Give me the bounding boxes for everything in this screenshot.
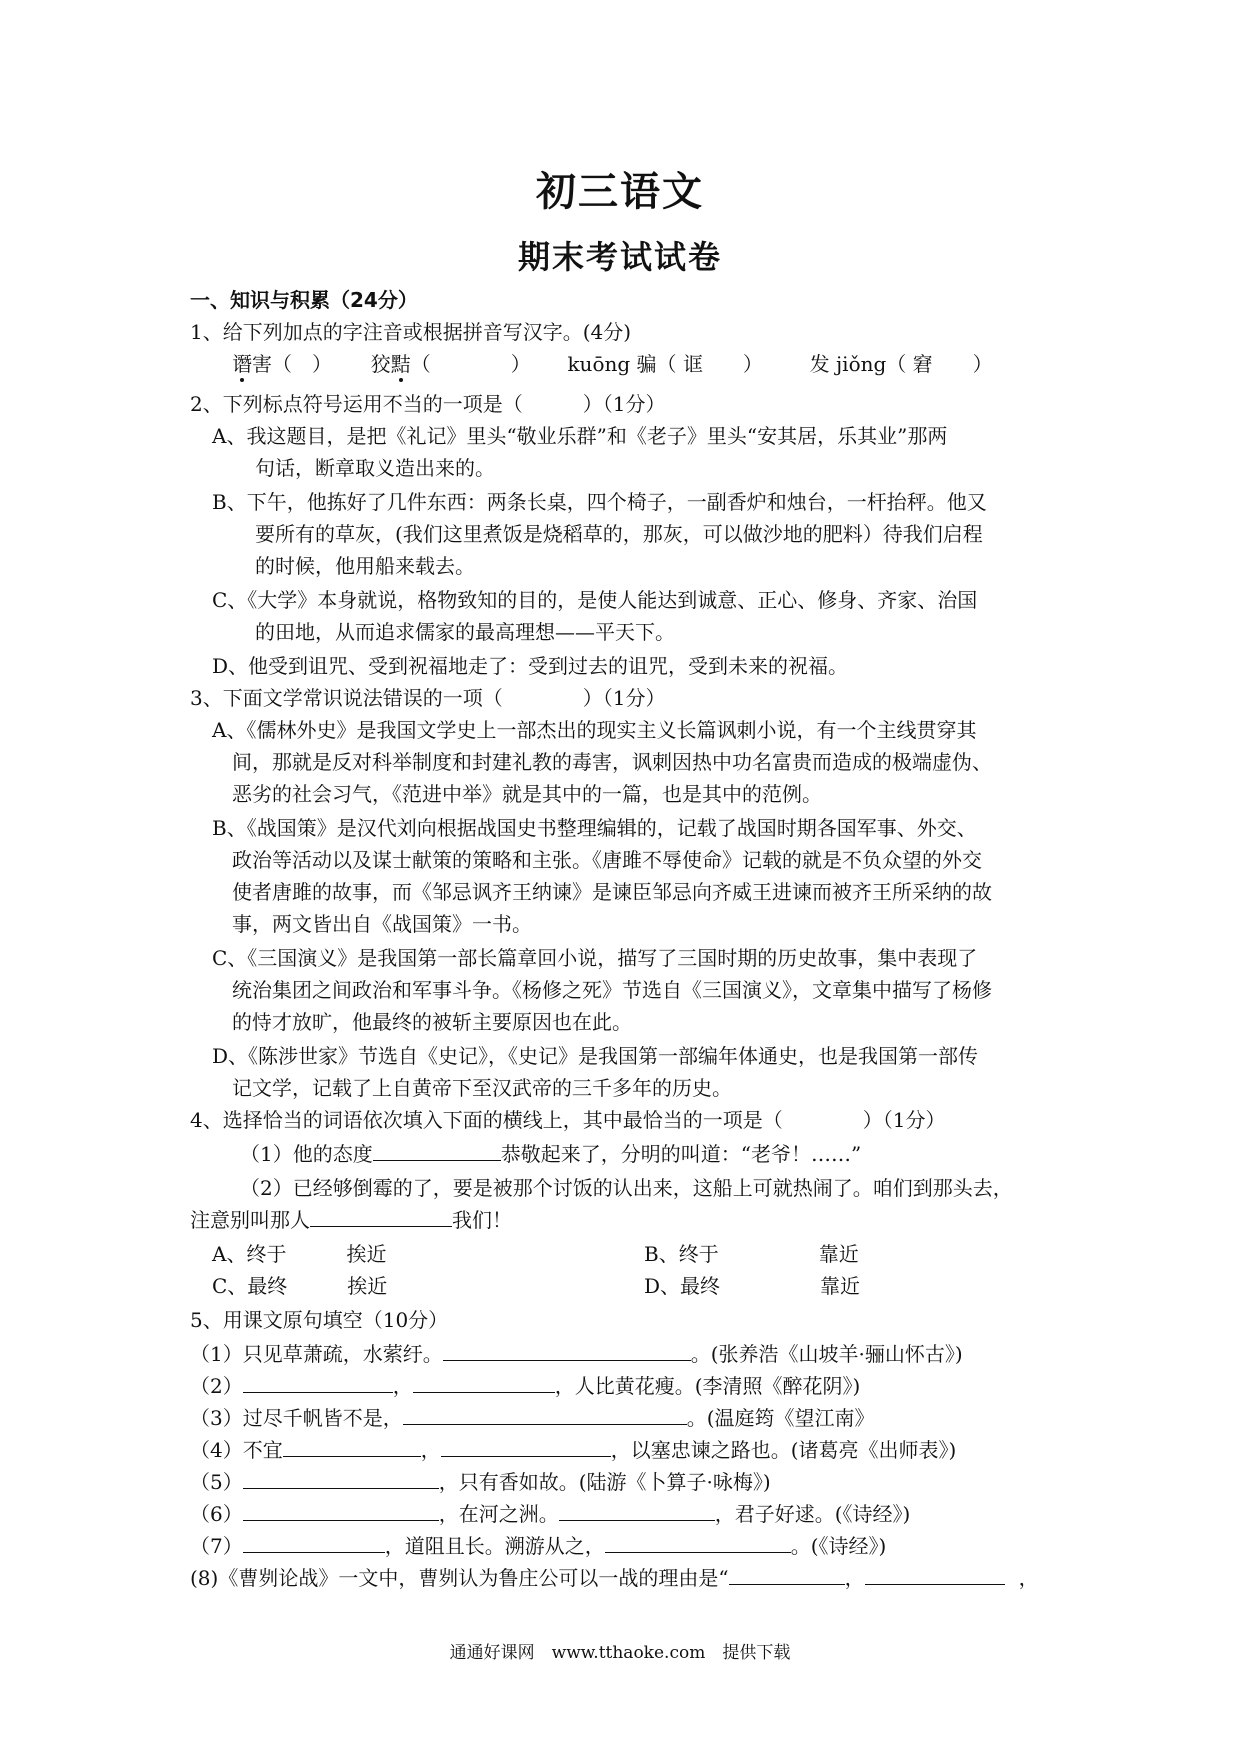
q4-s3-suffix: 我们！	[452, 1208, 512, 1232]
q3-option-b-line4: 事，两文皆出自《战国策》一书。	[232, 912, 532, 936]
q2-option-d-line1: D、他受到诅咒、受到祝福地走了：受到过去的诅咒，受到未来的祝福。	[212, 654, 849, 678]
q2-option-b-line1: B、下午，他拣好了几件东西：两条长桌，四个椅子，一副香炉和烛台，一杆抬秤。他又	[212, 490, 987, 514]
answer-blank[interactable]	[243, 1468, 439, 1489]
q5-l4-suffix: ，以塞忠谏之路也。(诸葛亮《出师表》)	[610, 1438, 957, 1462]
answer-blank[interactable]	[729, 1564, 845, 1585]
q3-option-d-line2: 记文学，记载了上自黄帝下至汉武帝的三千多年的历史。	[232, 1076, 732, 1100]
answer-blank[interactable]	[310, 1206, 452, 1227]
answer-blank[interactable]	[413, 1372, 555, 1393]
q1-dotted-char-1: 谮	[232, 352, 252, 376]
q3-option-a-line3: 恶劣的社会习气，《范进中举》就是其中的一篇，也是其中的范例。	[232, 782, 822, 806]
q4-sentence-2: （2）已经够倒霉的了，要是被那个讨饭的认出来，这船上可就热闹了。咱们到那头去，	[240, 1176, 1013, 1200]
q1-item-4: 发 jiǒng（ 窘 ）	[809, 352, 993, 376]
q5-l8-comma: ，	[844, 1566, 865, 1590]
q1-item-3: kuōng 骗（ 诓 ）	[567, 352, 763, 376]
q5-l4-comma: ，	[420, 1438, 441, 1462]
q4-option-b: B、终于 靠近	[644, 1242, 859, 1266]
page-title: 初三语文	[536, 169, 704, 215]
q2-option-b-line2: 要所有的草灰，(我们这里煮饭是烧稻草的，那灰，可以做沙地的肥料）待我们启程	[255, 522, 983, 546]
q5-line-8	[190, 1564, 1039, 1592]
q4-option-c: C、最终 挨近	[212, 1274, 388, 1298]
q2-option-a-line1: A、我这题目，是把《礼记》里头“敬业乐群”和《老子》里头“安其居，乐其业”那两	[212, 424, 948, 448]
q5-stem: 5、用课文原句填空（10分）	[190, 1308, 449, 1332]
q5-l1-suffix: 。(张养浩《山坡羊·骊山怀古》)	[690, 1342, 963, 1366]
answer-blank[interactable]	[283, 1436, 421, 1457]
q5-l2-prefix: （2）	[190, 1374, 243, 1398]
answer-blank[interactable]	[243, 1500, 439, 1521]
page-footer: 通通好课网 www.tthaoke.com 提供下载	[449, 1643, 791, 1663]
q5-l3-prefix: （3）过尽千帆皆不是，	[190, 1406, 403, 1430]
q1-item-1-rest: 害（ ）	[252, 352, 332, 376]
q5-line-5	[190, 1468, 771, 1496]
q4-sentence-1	[240, 1140, 861, 1168]
q3-option-d-line1: D、《陈涉世家》节选自《史记》，《史记》是我国第一部编年体通史，也是我国第一部传	[212, 1044, 979, 1068]
q3-option-a-line2: 间，那就是反对科举制度和封建礼教的毒害，讽刺因热中功名富贵而造成的极端虚伪、	[232, 750, 992, 774]
q5-l7-prefix: （7）	[190, 1534, 243, 1558]
answer-blank[interactable]	[865, 1564, 1005, 1585]
q5-line-7	[190, 1532, 886, 1560]
answer-blank[interactable]	[559, 1500, 715, 1521]
q2-option-a-line2: 句话，断章取义造出来的。	[255, 456, 495, 480]
q5-l6-prefix: （6）	[190, 1502, 243, 1526]
q5-l5-prefix: （5）	[190, 1470, 243, 1494]
q4-stem: 4、选择恰当的词语依次填入下面的横线上，其中最恰当的一项是（ ）（1分）	[190, 1108, 946, 1132]
answer-blank[interactable]	[443, 1340, 691, 1361]
q4-s1-suffix: 恭敬起来了，分明的叫道：“老爷！……”	[500, 1142, 862, 1166]
q3-option-b-line2: 政治等活动以及谋士献策的策略和主张。《唐雎不辱使命》记载的就是不负众望的外交	[232, 848, 982, 872]
q5-l6-suffix: ，君子好逑。(《诗经》)	[714, 1502, 911, 1526]
q5-l4-prefix: （4）不宜	[190, 1438, 283, 1462]
answer-blank[interactable]	[403, 1404, 687, 1425]
q5-l2-suffix: ，人比黄花瘦。(李清照《醉花阴》)	[554, 1374, 861, 1398]
q5-l7-middle: ，道阻且长。溯游从之，	[384, 1534, 605, 1558]
q4-sentence-3	[190, 1206, 512, 1234]
q4-s1-prefix: （1）他的态度	[240, 1142, 373, 1166]
page-subtitle: 期末考试试卷	[517, 238, 722, 276]
q5-l1-prefix: （1）只见草萧疏，水萦纡。	[190, 1342, 443, 1366]
q5-l8-prefix: (8)《曹刿论战》一文中，曹刿认为鲁庄公可以一战的理由是“	[190, 1566, 729, 1590]
q5-line-4	[190, 1436, 956, 1464]
q2-option-b-line3: 的时候，他用船来载去。	[255, 554, 475, 578]
q4-option-d: D、最终 靠近	[644, 1274, 861, 1298]
q1-item-2-rest: （ ）	[410, 352, 531, 376]
q3-option-c-line1: C、《三国演义》是我国第一部长篇章回小说，描写了三国时期的历史故事，集中表现了	[212, 946, 978, 970]
q4-s3-prefix: 注意别叫那人	[190, 1208, 310, 1232]
q4-option-a: A、终于 挨近	[212, 1242, 387, 1266]
q1-items	[232, 350, 993, 378]
answer-blank[interactable]	[441, 1436, 611, 1457]
q5-l3-suffix: 。(温庭筠《望江南》	[686, 1406, 875, 1430]
q1-item-2-pre: 狡	[370, 352, 391, 376]
q3-option-c-line3: 的恃才放旷，他最终的被斩主要原因也在此。	[232, 1010, 632, 1034]
q5-l2-comma: ，	[392, 1374, 413, 1398]
q5-l5-suffix: ，只有香如故。(陆游《卜算子·咏梅》)	[438, 1470, 771, 1494]
q5-line-6	[190, 1500, 910, 1528]
q3-option-b-line3: 使者唐雎的故事，而《邹忌讽齐王纳谏》是谏臣邹忌向齐威王进谏而被齐王所采纳的故	[232, 880, 992, 904]
q1-stem: 1、给下列加点的字注音或根据拼音写汉字。(4分)	[190, 320, 632, 344]
q3-option-b-line1: B、《战国策》是汉代刘向根据战国史书整理编辑的，记载了战国时期各国军事、外交、	[212, 816, 977, 840]
q2-stem: 2、下列标点符号运用不当的一项是（ ）（1分）	[190, 392, 666, 416]
answer-blank[interactable]	[243, 1372, 393, 1393]
q3-stem: 3、下面文学常识说法错误的一项（ ）（1分）	[190, 686, 666, 710]
q5-l7-suffix: 。(《诗经》)	[790, 1534, 887, 1558]
q3-option-c-line2: 统治集团之间政治和军事斗争。《杨修之死》节选自《三国演义》，文章集中描写了杨修	[232, 978, 992, 1002]
q5-l6-middle: ，在河之洲。	[438, 1502, 559, 1526]
q3-option-a-line1: A、《儒林外史》是我国文学史上一部杰出的现实主义长篇讽刺小说，有一个主线贯穿其	[212, 718, 977, 742]
q2-option-c-line2: 的田地，从而追求儒家的最高理想——平天下。	[255, 620, 675, 644]
answer-blank[interactable]	[243, 1532, 385, 1553]
q5-line-3	[190, 1404, 875, 1432]
q2-option-c-line1: C、《大学》本身就说，格物致知的目的，是使人能达到诚意、正心、修身、齐家、治国	[212, 588, 978, 612]
q1-dotted-char-2: 黠	[390, 352, 411, 376]
q5-line-1	[190, 1340, 963, 1368]
answer-blank[interactable]	[605, 1532, 791, 1553]
q5-line-2	[190, 1372, 860, 1400]
section-heading: 一、知识与积累（24分）	[190, 288, 418, 312]
q5-l8-trailing-comma: ，	[1018, 1566, 1039, 1590]
answer-blank[interactable]	[373, 1140, 501, 1161]
